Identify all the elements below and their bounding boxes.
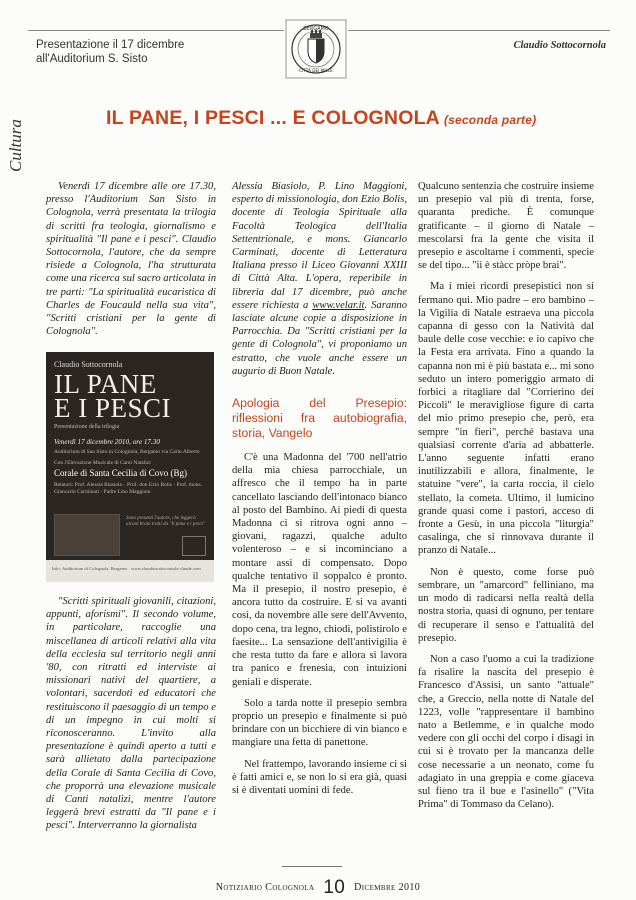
- poster-title: [54, 369, 172, 423]
- column-3-paragraph-2: Ma i miei ricordi presepistici non si fermano qui. Mio padre – ero bambino – la Vigilia di Natale estraeva una piccola capanna di gesso con la Natività dal baule delle cose vecchie: e io capivo che la Festa era arrivata. Fino a quando la capanna non mi è più bastata e... mi sono seduto un intero pomeriggio armato di forbici a ritagliare dal "Corrierino dei Piccoli" le meravigliose figure di carta del mio primo presepio che, però, era sempre "in fieri", perché bastava una qualsiasi corrente d'aria ad abbatterle. L'anno seguente infatti erano inutilizzabili e allora, finalmente, le statuine "vere", la carta roccia, il cielo stellato, la cometa. Ultimo, il lumicino grande quasi come i pastori, acceso di fronte a Gesù, in una piccola "liturgia" casalinga, che si rinnovava durante il pranzo di Natale...: [418, 281, 594, 557]
- poster-subtitle: Presentazione della trilogia: [54, 424, 120, 430]
- poster-footer: [46, 560, 214, 582]
- section-tag: [4, 106, 26, 176]
- author-name: Claudio Sottocornola: [513, 40, 606, 51]
- logo-bottom-text: CITTÀ DEI MILLE: [299, 68, 333, 73]
- velar-link[interactable]: www.velar.it: [312, 299, 365, 311]
- section-subhead: Apologia del Presepio: riflessioni fra autobiografia, storia, Vangelo: [232, 396, 407, 441]
- poster-title-line-1: IL PANE: [54, 369, 157, 399]
- column-2-paragraph-4: Nel frattempo, lavorando insieme ci si è fatti amici e, se non lo si era già, quasi si è diventati uomini di fede.: [232, 758, 407, 796]
- footer-publication: Notiziario Colognola: [215, 882, 315, 893]
- footer-rule: [282, 866, 342, 867]
- event-info: [36, 38, 276, 66]
- footer-date: Dicembre 2010: [354, 882, 421, 893]
- column-3-paragraph-3: Non è questo, come forse può sembrare, un "amarcord" felliniano, ma un modo di radicarsi nella realtà della nostra storia, quasi di ognuno, per tentare di recuperare il senso e l'attualità del presepio.: [418, 566, 594, 644]
- column-3-paragraph-1: Qualcuno sentenzia che costruire insieme un presepio val più di trenta, forse, quaranta prediche. È comunque gratificante – il giorno di Natale – mescolarsi fra la gente che visita il presepio e ascoltarne i commenti, specie se del tipo... "ii è stàcc pròpe brai".: [418, 181, 594, 272]
- poster-choir-intro: Con l'Elevazione Musicale di Canti Natalizi: [54, 460, 151, 466]
- column-2-paragraph-2: C'è una Madonna del '700 nell'atrio della mia chiesa parrocchiale, un affresco che il tempo ha in parte cancellato lasciando dell'intonaco bianco al posto del Bambino. Ai piedi di questa Madonna ci si ritrova ogni anno – giovani, ragazzi, qualche adulto volenteroso – e si incominciano a montare assi di compensato. Dopo qualche tentativo il soppalco è pronto. Ma il presepio, il nostro presepio, è ancora tutto da costruire. E si va avanti così, da novembre alle sere dell'Avvento, dopo cena, tra legno, chiodi, polistirolo e faesite... La sensazione dell'antivigilia è che resta tutto da fare e allora si lavora tra panico e frenesia, con intuizioni geniali e disperate.: [232, 452, 407, 688]
- intro-paragraph: Venerdì 17 dicembre alle ore 17.30, presso l'Auditorium San Sisto in Colognola, verrà presentata la trilogia di scritti fra teologia, giornalismo e spiritualità "Il pane e i pesci". Claudio Sottocornola, l'autore, che da sempre risiede a Colognola, l'ha strutturata come una ricerca sul sacro articolata in tre parti: "La spiritualità eucaristica di Charles de Foucauld nella sua vita", "Scritti cristiani per la gente di Colognola".: [46, 181, 216, 338]
- poster-date: Venerdì 17 dicembre 2010, ore 17.30: [54, 438, 160, 446]
- poster-logo-icon: [182, 536, 206, 556]
- event-line-1: Presentazione il 17 dicembre: [36, 39, 185, 51]
- poster-photo: [54, 514, 120, 556]
- column-2-text-start: Alessia Biasiolo, P. Lino Maggioni, esperto di missionologia, don Ezio Bolis, docente di Teologia Spirituale alla Facoltà Teologica dell'Italia Settentrionale, e mons. Giancarlo Carminati, docente di Letteratura Italiana presso il Liceo Giovanni XXIII di Città Alta. L'opera, reperibile in libreria dal 17 dicembre, può anche essere richiesta a: [232, 181, 407, 311]
- page-number: 10: [323, 877, 346, 898]
- poster-author: Claudio Sottocornola: [54, 360, 123, 369]
- poster-place: Auditorium di San Sisto in Colognola, Bergamo via Carlo Alberto: [54, 449, 200, 455]
- poster-title-line-2: E I PESCI: [54, 393, 172, 423]
- event-line-2: all'Auditorium S. Sisto: [36, 53, 148, 65]
- column-2: [232, 180, 407, 805]
- column-2-paragraph-3: Solo a tarda notte il presepio sembra proprio un presepio e finalmente si può brindare con un bicchiere di vin bianco e mangiare una fetta di panettone.: [232, 697, 407, 749]
- column-2-paragraph-1: [232, 180, 407, 378]
- column-2-text-end: . Saranno lasciate alcune copie a disposizione in Parrocchia. Da "Scritti cristiani per la gente di Colognola", vi proponiamo un estratto, che vuole anche essere un augurio di Buon Natale.: [232, 299, 408, 377]
- column-3: [418, 180, 594, 819]
- column-1: [46, 180, 216, 346]
- event-poster: [46, 352, 214, 582]
- column-1-continued: [46, 595, 216, 841]
- logo-top-text: BERGAMO: [303, 26, 329, 32]
- poster-caption: Sono presenti l'autore, che leggerà alcuni brani tratti da "Il pane e i pesci": [126, 516, 206, 527]
- column-1-paragraph-2: "Scritti spirituali giovanili, citazioni, appunti, aforismi". Il secondo volume, in particolare, raccoglie una miscellanea di articoli relativi alla vita della ecclesia sul territorio negli anni '80, con ritratti ed interviste ai missionari nativi del quartiere, a volontari, sacerdoti ed educatori che restituiscono il paesaggio di un tempo e di un impegno in cui molti si riconosceranno. L'invito alla presentazione è quindi aperto a tutti e sarà allietato dalla partecipazione della Corale di Santa Cecilia di Covo, che proporrà una elevazione musicale di Canti natalizi, mentre l'autore leggerà brevi estratti da "Il pane e i pesci". Interverranno la giornalista: [46, 596, 216, 832]
- poster-speakers: Relatori: Prof. Alessia Biasiolo · Prof. don Ezio Bolis · Prof. mons. Giancarlo Carminati · Padre Lino Maggioni: [54, 482, 203, 495]
- title-sub: (seconda parte): [443, 113, 537, 127]
- title-main: IL PANE, I PESCI ... E COLOGNOLA: [106, 107, 440, 129]
- article-title: [106, 107, 626, 130]
- bergamo-seal-icon: [284, 18, 348, 80]
- poster-footer-text: Info: Auditorium di Colognola, Bergamo · www.claudiosottocornola-claude.com: [52, 566, 201, 571]
- section-label: Cultura: [6, 119, 25, 172]
- page-footer: [0, 874, 636, 896]
- poster-choir: Corale di Santa Cecilia di Covo (Bg): [54, 468, 187, 478]
- column-3-paragraph-4: Non a caso l'uomo a cui la tradizione fa risalire la nascita del presepio è Francesco d'Assisi, un santo "attuale" che, a Greccio, nella notte di Natale del 1223, volle "rappresentare il bambino nato a Betlemme, e in qualche modo vedere con gli occhi del corpo i disagi in cui si è trovato per la mancanza delle cose necessarie a un neonato, come fu adagiato in una greppia e come giaceva sul fieno tra il bue e l'asinello" ("Vita Prima" di Tommaso da Celano).: [418, 653, 594, 811]
